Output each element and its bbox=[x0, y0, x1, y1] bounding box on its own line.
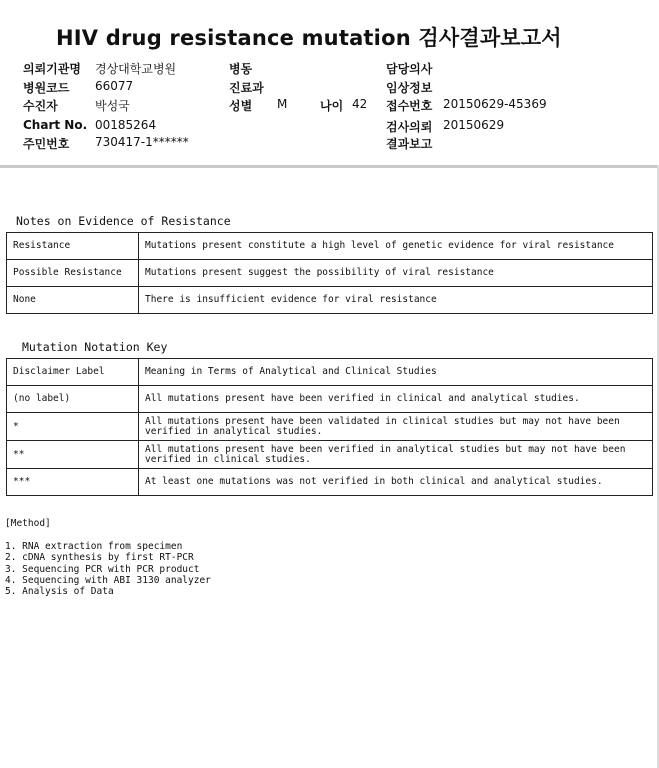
column-header-label: Disclaimer Label bbox=[7, 359, 139, 386]
table-row bbox=[7, 260, 653, 287]
notation-table bbox=[6, 358, 653, 496]
rrn-label: 주민번호 bbox=[23, 137, 70, 151]
rrn-value: 730417-1****** bbox=[95, 135, 189, 149]
doctor-label: 담당의사 bbox=[386, 62, 433, 76]
table-row bbox=[7, 287, 653, 314]
table-row bbox=[7, 233, 653, 260]
patient-label: 수진자 bbox=[23, 99, 58, 113]
patient-value: 박성국 bbox=[95, 99, 130, 113]
request-label: 검사의뢰 bbox=[386, 120, 433, 134]
age-value: 42 bbox=[352, 97, 368, 111]
evidence-label-cell: None bbox=[7, 287, 139, 314]
chart-label: Chart No. bbox=[23, 118, 88, 132]
evidence-text-cell: Mutations present constitute a high level of genetic evidence for viral resistance bbox=[139, 233, 653, 260]
report-label: 결과보고 bbox=[386, 137, 433, 151]
table-row bbox=[7, 386, 653, 413]
notation-text-cell: All mutations present have been verified in clinical and analytical studies. bbox=[139, 386, 653, 413]
method-step: 3. Sequencing PCR with PCR product bbox=[5, 563, 200, 575]
column-header-meaning: Meaning in Terms of Analytical and Clinical Studies bbox=[139, 359, 653, 386]
ward-label: 병동 bbox=[229, 62, 253, 76]
evidence-text-cell: Mutations present suggest the possibility of viral resistance bbox=[139, 260, 653, 287]
patient-info-block bbox=[0, 56, 659, 162]
evidence-table bbox=[6, 232, 653, 314]
table-row bbox=[7, 469, 653, 496]
table-header-row bbox=[7, 359, 653, 386]
table-row bbox=[7, 413, 653, 441]
notation-text-cell: All mutations present have been verified in analytical studies but may not have been verified in clinical studies. bbox=[139, 441, 653, 469]
receipt-label: 접수번호 bbox=[386, 99, 433, 113]
header-divider bbox=[0, 165, 659, 168]
evidence-text-cell: There is insufficient evidence for viral resistance bbox=[139, 287, 653, 314]
dept-label: 진료과 bbox=[229, 81, 264, 95]
method-step: 1. RNA extraction from specimen bbox=[5, 541, 183, 553]
evidence-heading: Notes on Evidence of Resistance bbox=[16, 214, 231, 228]
method-section bbox=[5, 518, 211, 597]
hospital-value: 경상대학교병원 bbox=[95, 62, 177, 76]
code-label: 병원코드 bbox=[23, 81, 70, 95]
method-step: 5. Analysis of Data bbox=[5, 586, 114, 598]
chart-value: 00185264 bbox=[95, 118, 157, 132]
notation-text-cell: At least one mutations was not verified in both clinical and analytical studies. bbox=[139, 469, 653, 496]
code-value: 66077 bbox=[95, 79, 134, 93]
sex-value: M bbox=[277, 97, 288, 111]
report-title: HIV drug resistance mutation 검사결과보고서 bbox=[56, 26, 562, 50]
method-step: 4. Sequencing with ABI 3130 analyzer bbox=[5, 574, 211, 586]
clinical-label: 임상정보 bbox=[386, 81, 433, 95]
sex-label: 성별 bbox=[229, 99, 253, 113]
receipt-value: 20150629-45369 bbox=[443, 97, 547, 111]
notation-label-cell: * bbox=[7, 413, 139, 441]
notation-label-cell: ** bbox=[7, 441, 139, 469]
table-row bbox=[7, 441, 653, 469]
spacer bbox=[5, 529, 211, 541]
evidence-label-cell: Possible Resistance bbox=[7, 260, 139, 287]
notation-label-cell: (no label) bbox=[7, 386, 139, 413]
method-heading: [Method] bbox=[5, 518, 51, 529]
method-step: 2. cDNA synthesis by first RT-PCR bbox=[5, 552, 194, 564]
request-value: 20150629 bbox=[443, 118, 505, 132]
notation-label-cell: *** bbox=[7, 469, 139, 496]
notation-heading: Mutation Notation Key bbox=[22, 340, 168, 354]
age-label: 나이 bbox=[320, 99, 344, 113]
notation-text-cell: All mutations present have been validated in clinical studies but may not have been verified in analytical studies. bbox=[139, 413, 653, 441]
evidence-label-cell: Resistance bbox=[7, 233, 139, 260]
hospital-label: 의뢰기관명 bbox=[23, 62, 81, 76]
